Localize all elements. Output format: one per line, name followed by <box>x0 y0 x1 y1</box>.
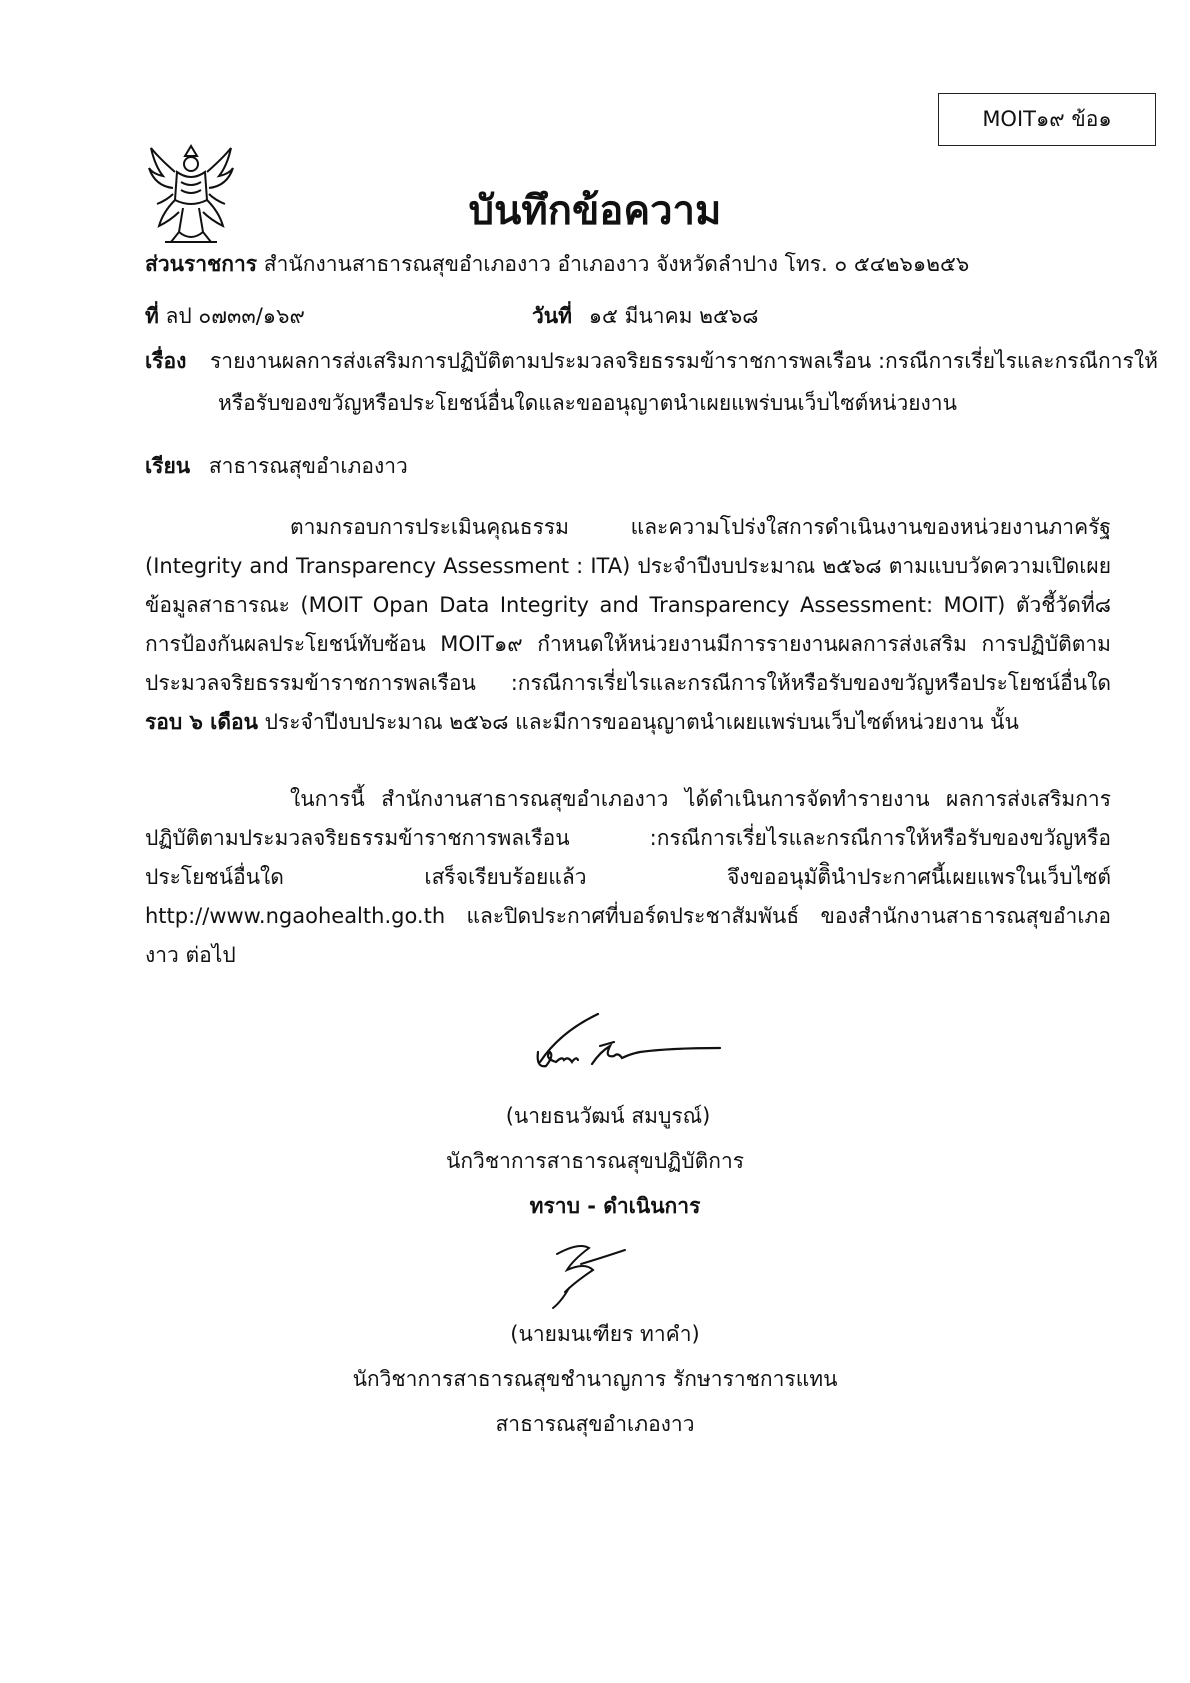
body-paragraph-2 <box>145 780 1111 975</box>
body-paragraph-1 <box>145 508 1111 742</box>
date-value: ๑๕ มีนาคม ๒๕๖๘ <box>588 304 759 328</box>
salutation-line <box>145 450 408 483</box>
department-line <box>145 248 969 281</box>
salutation-value: สาธารณสุขอำเภองาว <box>208 454 408 478</box>
document-title: บันทึกข้อความ <box>468 188 722 234</box>
signer-2-position-2: สาธารณสุขอำเภองาว <box>495 1412 695 1436</box>
signer-2-name: (นายมนเฑียร ทาคำ) <box>510 1322 700 1346</box>
paragraph-1-bold: รอบ ๖ เดือน <box>145 710 258 734</box>
date-label: วันที่ <box>532 304 572 328</box>
signature-2 <box>545 1240 635 1312</box>
subject-line-1: รายงานผลการส่งเสริมการปฏิบัติตามประมวลจริยธรรมข้าราชการพลเรือน :กรณีการเรี่ยไรและกรณีการให้ <box>210 349 1158 373</box>
reference-text: MOIT๑๙ ข้อ๑ <box>982 107 1112 131</box>
signer-1-name: (นายธนวัฒน์ สมบูรณ์) <box>505 1104 711 1128</box>
signature-1 <box>530 1012 730 1082</box>
signature-1-image <box>530 1012 730 1082</box>
paragraph-2-text: ในการนี้ สำนักงานสาธารณสุขอำเภองาว ได้ดำเนินการจัดทำรายงาน ผลการส่งเสริมการปฏิบัติตามประมวลจริยธรรมข้าราชการพลเรือน :กรณีการเรี่ยไรและกรณีการให้หรือรับของขวัญหรือประโยชน์อื่นใด เสร็จเรียบร้อยแล้ว จึงขออนุมัติินำประกาศนี้เผยแพรในเว็บไซต์ http://www.ngaohealth.go.th และปิดประกาศที่บอร์ดประชาสัมพันธ์ ของสำนักงานสาธารณสุขอำเภองาว ต่อไป <box>145 787 1111 967</box>
subject-line-2: หรือรับของขวัญหรือประโยชน์อื่นใดและขออนุญาตนำเผยแพร่บนเว็บไซต์หน่วยงาน <box>218 391 957 415</box>
paragraph-1-text-b: ประจำปีงบประมาณ ๒๕๖๘ และมีการขออนุญาตนำเผยแพร่บนเว็บไซต์หน่วยงาน นั้น <box>257 710 1019 734</box>
signature-2-image <box>545 1240 635 1312</box>
signer-2-position: นักวิชาการสาธารณสุขชำนาญการ รักษาราชการแทน <box>352 1367 838 1391</box>
paragraph-1-text-a: ตามกรอบการประเมินคุณธรรม และความโปร่งใสการดำเนินงานของหน่วยงานภาครัฐ (Integrity and Transparency Assessment : ITA) ประจำปีงบประมาณ ๒๕๖๘ ตามแบบวัดความเปิดเผยข้อมูลสาธารณะ (MOIT Opan Data Integrity and Transparency Assessment: MOIT) ตัวชี้วัดที่๘ การป้องกันผลประโยชน์ทับซ้อน MOIT๑๙ กำหนดให้หน่วยงานมีการรายงานผลการส่งเสริม การปฏิบัติตามประมวลจริยธรรมข้าราชการพลเรือน :กรณีการเรี่ยไรและกรณีการให้หรือรับของขวัญหรือประโยชน์อื่นใด <box>145 515 1111 695</box>
date-line <box>532 300 758 333</box>
subject-label-bold: เรื่อง <box>145 349 187 373</box>
signer-1-position: นักวิชาการสาธารณสุขปฏิบัติการ <box>445 1149 745 1173</box>
number-value: ลป ๐๗๓๓/๑๖๙ <box>165 304 305 328</box>
acknowledge-text: ทราบ - ดำเนินการ <box>529 1194 701 1218</box>
salutation-label: เรียน <box>145 454 191 478</box>
number-line <box>145 300 305 333</box>
reference-box <box>938 93 1156 146</box>
number-label: ที่ <box>145 304 159 328</box>
department-label: ส่วนราชการ <box>145 252 258 276</box>
department-value: สำนักงานสาธารณสุขอำเภองาว อำเภองาว จังหวัดลำปาง โทร. ๐ ๕๔๒๖๑๒๕๖ <box>263 252 970 276</box>
